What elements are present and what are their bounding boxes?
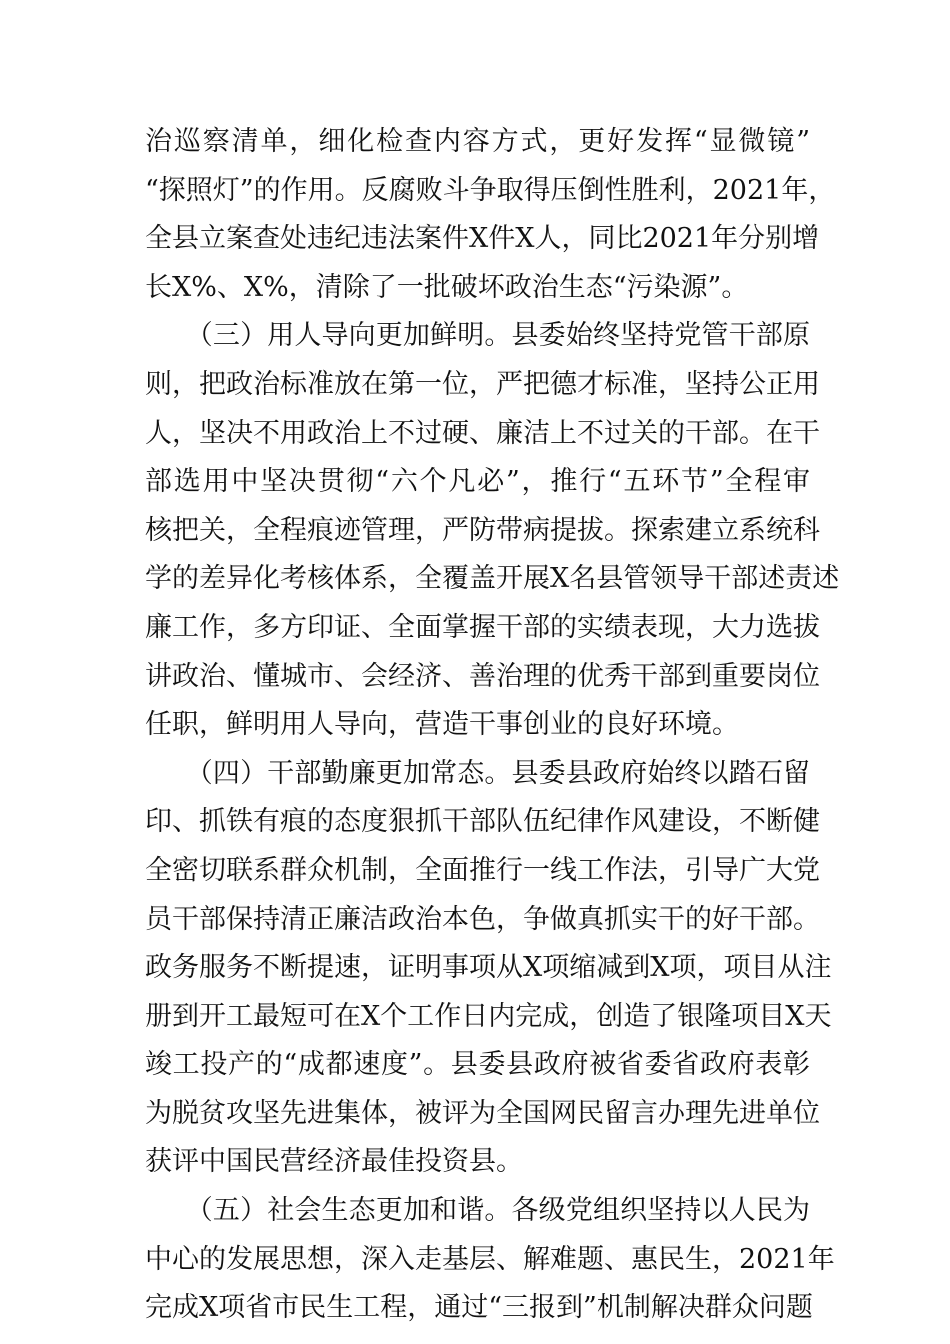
- text-line: 治巡察清单，细化检查内容方式，更好发挥“显微镜”: [145, 126, 810, 157]
- text-line: “探照灯”的作用。反腐败斗争取得压倒性胜利，2021年，: [145, 174, 836, 206]
- text-line: 政务服务不断提速，证明事项从X项缩减到X项，项目从注: [145, 952, 832, 984]
- text-line: 中心的发展思想，深入走基层、解难题、惠民生，2021年: [145, 1243, 835, 1275]
- text-line: 核把关，全程痕迹管理，严防带病提拔。探索建立系统科: [145, 514, 820, 546]
- text-line: 人，坚决不用政治上不过硬、廉洁上不过关的干部。在干: [145, 417, 820, 449]
- text-line: 廉工作，多方印证、全面掌握干部的实绩表现，大力选拔: [145, 611, 820, 643]
- text-line: 完成X项省市民生工程，通过“三报到”机制解决群众问题: [145, 1292, 813, 1324]
- text-line: 学的差异化考核体系，全覆盖开展X名县管领导干部述责述: [145, 563, 840, 595]
- text-line: 册到开工最短可在X个工作日内完成，创造了银隆项目X天: [145, 1000, 832, 1032]
- text-line: 获评中国民营经济最佳投资县。: [145, 1146, 523, 1178]
- text-line: 长X%、X%，清除了一批破坏政治生态“污染源”。: [145, 271, 749, 303]
- paragraph-heading-line: （四）干部勤廉更加常态。县委县政府始终以踏石留: [145, 757, 810, 789]
- paragraph-heading-line: （五）社会生态更加和谐。各级党组织坚持以人民为: [145, 1195, 810, 1227]
- text-line: 印、抓铁有痕的态度狠抓干部队伍纪律作风建设，不断健: [145, 806, 820, 838]
- text-line: 则，把政治标准放在第一位，严把德才标准，坚持公正用: [145, 368, 820, 400]
- text-line: 任职，鲜明用人导向，营造干事创业的良好环境。: [145, 709, 739, 741]
- paragraph-heading-line: （三）用人导向更加鲜明。县委始终坚持党管干部原: [145, 320, 810, 352]
- text-line: 部选用中坚决贯彻“六个凡必”，推行“五环节”全程审: [145, 466, 810, 498]
- text-line: 为脱贫攻坚先进集体，被评为全国网民留言办理先进单位: [145, 1097, 820, 1129]
- text-line: 全密切联系群众机制，全面推行一线工作法，引导广大党: [145, 854, 820, 886]
- text-line: 员干部保持清正廉洁政治本色，争做真抓实干的好干部。: [145, 903, 820, 935]
- text-line: 全县立案查处违纪违法案件X件X人，同比2021年分别增: [145, 223, 820, 255]
- body-text: [145, 118, 840, 1333]
- text-line: 竣工投产的“成都速度”。县委县政府被省委省政府表彰: [145, 1049, 810, 1081]
- text-line: 讲政治、懂城市、会经济、善治理的优秀干部到重要岗位: [145, 660, 820, 692]
